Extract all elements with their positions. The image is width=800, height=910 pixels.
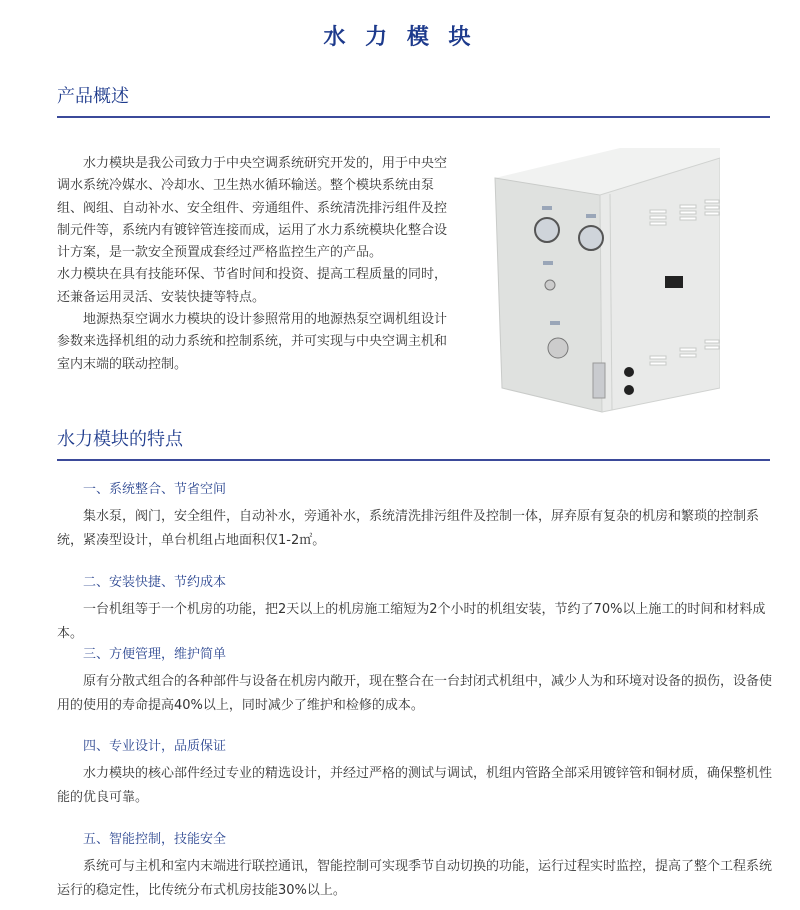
feature-text: 水力模块的核心部件经过专业的精选设计，并经过严格的测试与调试，机组内管路全部采用镀锌管和铜材质，确保整机性能的优良可靠。: [57, 766, 773, 805]
feature-item: [57, 738, 777, 810]
overview-text: [57, 153, 447, 376]
feature-item: [57, 574, 777, 646]
feature-text: 集水泵，阀门，安全组件，自动补水，旁通补水，系统清洗排污组件及控制一体，屏弃原有复杂的机房和繁琐的控制系统，紧凑型设计，单台机组占地面积仅1-2㎡。: [57, 509, 760, 548]
overview-paragraph: 水力模块在具有技能环保、节省时间和投资、提高工程质量的同时，还兼备运用灵活、安装快捷等特点。: [57, 267, 448, 305]
page-title: 水 力 模 块: [323, 25, 477, 50]
feature-title: 五、智能控制，技能安全: [83, 832, 227, 847]
feature-title: 一、系统整合、节省空间: [83, 482, 227, 497]
product-image: [490, 148, 720, 414]
feature-item: [57, 481, 777, 553]
feature-text: 原有分散式组合的各种部件与设备在机房内敞开，现在整合在一台封闭式机组中，减少人为和环境对设备的损伤，设备使用的使用的寿命提高40%以上，同时减少了维护和检修的成本。: [57, 674, 773, 713]
feature-text: 系统可与主机和室内末端进行联控通讯，智能控制可实现季节自动切换的功能，运行过程实时监控，提高了整个工程系统运行的稳定性，比传统分布式机房技能30%以上。: [57, 859, 773, 898]
feature-text: 一台机组等于一个机房的功能，把2天以上的机房施工缩短为2个小时的机组安装，节约了70%以上施工的时间和材料成本。: [57, 602, 766, 641]
section-heading-overview: 产品概述: [57, 86, 129, 107]
divider: [57, 116, 770, 118]
overview-paragraph: 地源热泵空调水力模块的设计参照常用的地源热泵空调机组设计参数来选择机组的动力系统和控制系统，并可实现与中央空调主机和室内末端的联动控制。: [57, 312, 448, 372]
section-heading-features: 水力模块的特点: [57, 429, 183, 450]
feature-title: 二、安装快捷、节约成本: [83, 575, 227, 590]
feature-item: [57, 831, 777, 903]
divider: [57, 459, 770, 461]
overview-paragraph: 水力模块是我公司致力于中央空调系统研究开发的，用于中央空调水系统冷媒水、冷却水、卫生热水循环输送。整个模块系统由泵组、阀组、自动补水、安全组件、旁通组件、系统清洗排污组件及控制元件等，系统内有镀锌管连接而成，运用了水力系统模块化整合设计方案，是一款安全预置成套经过严格监控生产的产品。: [57, 156, 448, 261]
feature-title: 四、专业设计，品质保证: [83, 739, 227, 754]
feature-title: 三、方便管理，维护简单: [83, 647, 227, 662]
feature-item: [57, 646, 777, 718]
